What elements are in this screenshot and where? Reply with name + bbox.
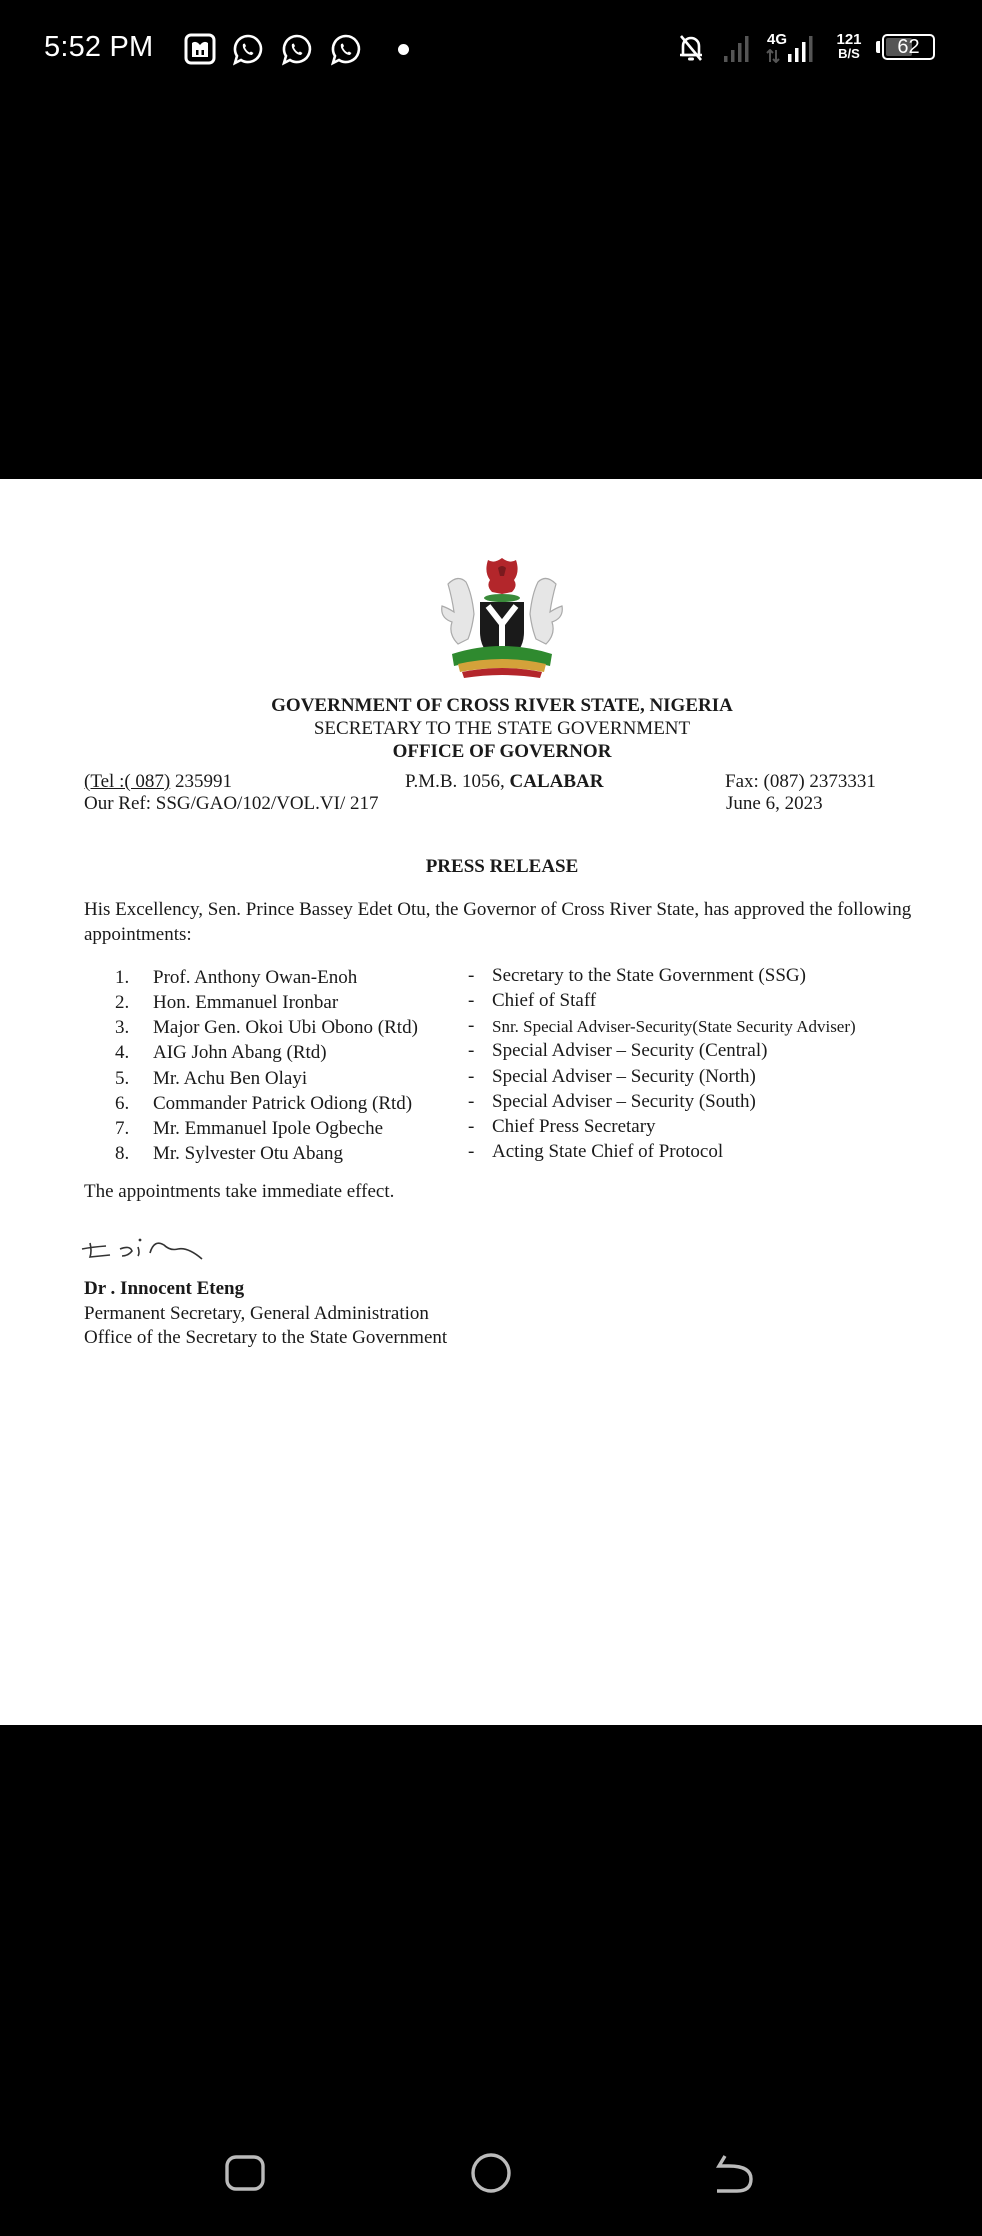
battery-level: 62 (897, 36, 920, 58)
postal-address (405, 771, 603, 793)
recent-apps-icon (224, 2152, 266, 2194)
appointment-role: Secretary to the State Government (SSG) (492, 965, 806, 986)
battery-tip (876, 41, 880, 53)
back-button[interactable] (713, 2152, 757, 2201)
appointment-role: Chief Press Secretary (492, 1116, 656, 1137)
telephone-prefix: (Tel :( 087) (84, 771, 171, 792)
appointment-number: 4. (115, 1042, 130, 1063)
more-notifications-dot-icon (398, 44, 409, 55)
navigation-bar (0, 2120, 982, 2236)
data-activity-icon (766, 49, 780, 68)
separator-dash: - (468, 1015, 475, 1036)
appointment-number: 1. (115, 967, 130, 988)
appointment-number: 2. (115, 992, 130, 1013)
appointee-name: Mr. Achu Ben Olayi (153, 1068, 308, 1089)
appointment-role: Snr. Special Adviser-Security(State Security Adviser) (492, 1017, 856, 1036)
appointment-number: 8. (115, 1143, 130, 1164)
appointment-role: Acting State Chief of Protocol (492, 1141, 724, 1162)
coat-of-arms-icon (428, 554, 576, 687)
appointment-name (115, 1066, 307, 1091)
battery-icon (882, 34, 935, 60)
appointment-name (115, 1040, 327, 1065)
signal-sim2-icon (786, 34, 816, 69)
whatsapp-icon (232, 33, 264, 72)
header-office: OFFICE OF GOVERNOR (392, 741, 612, 762)
press-release-title: PRESS RELEASE (425, 856, 579, 877)
appointee-name: Commander Patrick Odiong (Rtd) (153, 1093, 413, 1114)
network-speed-unit: B/S (838, 46, 860, 61)
appointment-name (115, 1015, 418, 1040)
header-secretary: SECRETARY TO THE STATE GOVERNMENT (313, 718, 691, 739)
telephone-number: 235991 (170, 771, 233, 792)
appointment-name (115, 990, 338, 1015)
signal-sim1-icon (722, 34, 752, 69)
signer-name: Dr . Innocent Eteng (84, 1278, 245, 1299)
back-icon (713, 2152, 757, 2196)
appointee-name: Mr. Emmanuel Ipole Ogbeche (153, 1118, 384, 1139)
telephone (84, 771, 232, 793)
appointee-name: Hon. Emmanuel Ironbar (153, 992, 339, 1013)
separator-dash: - (468, 1040, 475, 1061)
reference: Our Ref: SSG/GAO/102/VOL.VI/ 217 (84, 793, 379, 814)
fax: Fax: (087) 2373331 (725, 771, 876, 792)
network-type: 4G (767, 31, 788, 48)
appointee-name: Mr. Sylvester Otu Abang (153, 1143, 343, 1164)
appointment-role: Special Adviser – Security (North) (492, 1066, 756, 1087)
whatsapp-icon (281, 33, 313, 72)
pmb: P.M.B. 1056, (405, 771, 510, 792)
appointment-name (115, 1091, 412, 1116)
appointment-role: Special Adviser – Security (Central) (492, 1040, 768, 1061)
appointment-number: 7. (115, 1118, 130, 1139)
home-icon (469, 2152, 513, 2194)
recent-apps-button[interactable] (224, 2152, 266, 2199)
closing-statement: The appointments take immediate effect. (84, 1181, 395, 1202)
separator-dash: - (468, 990, 475, 1011)
appointment-name (115, 965, 357, 990)
gallery-app-icon (184, 33, 216, 70)
separator-dash: - (468, 1066, 475, 1087)
appointment-name (115, 1141, 343, 1166)
network-speed (832, 33, 866, 61)
signature-icon (80, 1229, 210, 1274)
date: June 6, 2023 (726, 793, 823, 814)
home-button[interactable] (469, 2152, 513, 2199)
appointee-name: AIG John Abang (Rtd) (153, 1042, 327, 1063)
status-bar (0, 0, 982, 100)
network-speed-value: 121 (836, 31, 862, 48)
separator-dash: - (468, 1091, 475, 1112)
press-release-image (0, 479, 982, 1725)
appointment-name (115, 1116, 383, 1141)
appointment-number: 6. (115, 1093, 130, 1114)
appointee-name: Major Gen. Okoi Ubi Obono (Rtd) (153, 1017, 418, 1038)
appointment-number: 3. (115, 1017, 130, 1038)
separator-dash: - (468, 1141, 475, 1162)
separator-dash: - (468, 965, 475, 986)
signer-office: Office of the Secretary to the State Government (84, 1327, 448, 1348)
appointment-number: 5. (115, 1068, 130, 1089)
separator-dash: - (468, 1116, 475, 1137)
appointee-name: Prof. Anthony Owan-Enoh (153, 967, 358, 988)
appointment-role: Chief of Staff (492, 990, 597, 1011)
header-government: GOVERNMENT OF CROSS RIVER STATE, NIGERIA (271, 695, 733, 716)
whatsapp-icon (330, 33, 362, 72)
city: CALABAR (509, 771, 604, 792)
appointment-role: Special Adviser – Security (South) (492, 1091, 756, 1112)
signer-title: Permanent Secretary, General Administration (84, 1303, 429, 1324)
bell-muted-icon (678, 33, 704, 68)
intro-paragraph: His Excellency, Sen. Prince Bassey Edet Otu, the Governor of Cross River State, has approved the following appointments: (84, 899, 912, 945)
clock: 5:52 PM (44, 31, 154, 63)
